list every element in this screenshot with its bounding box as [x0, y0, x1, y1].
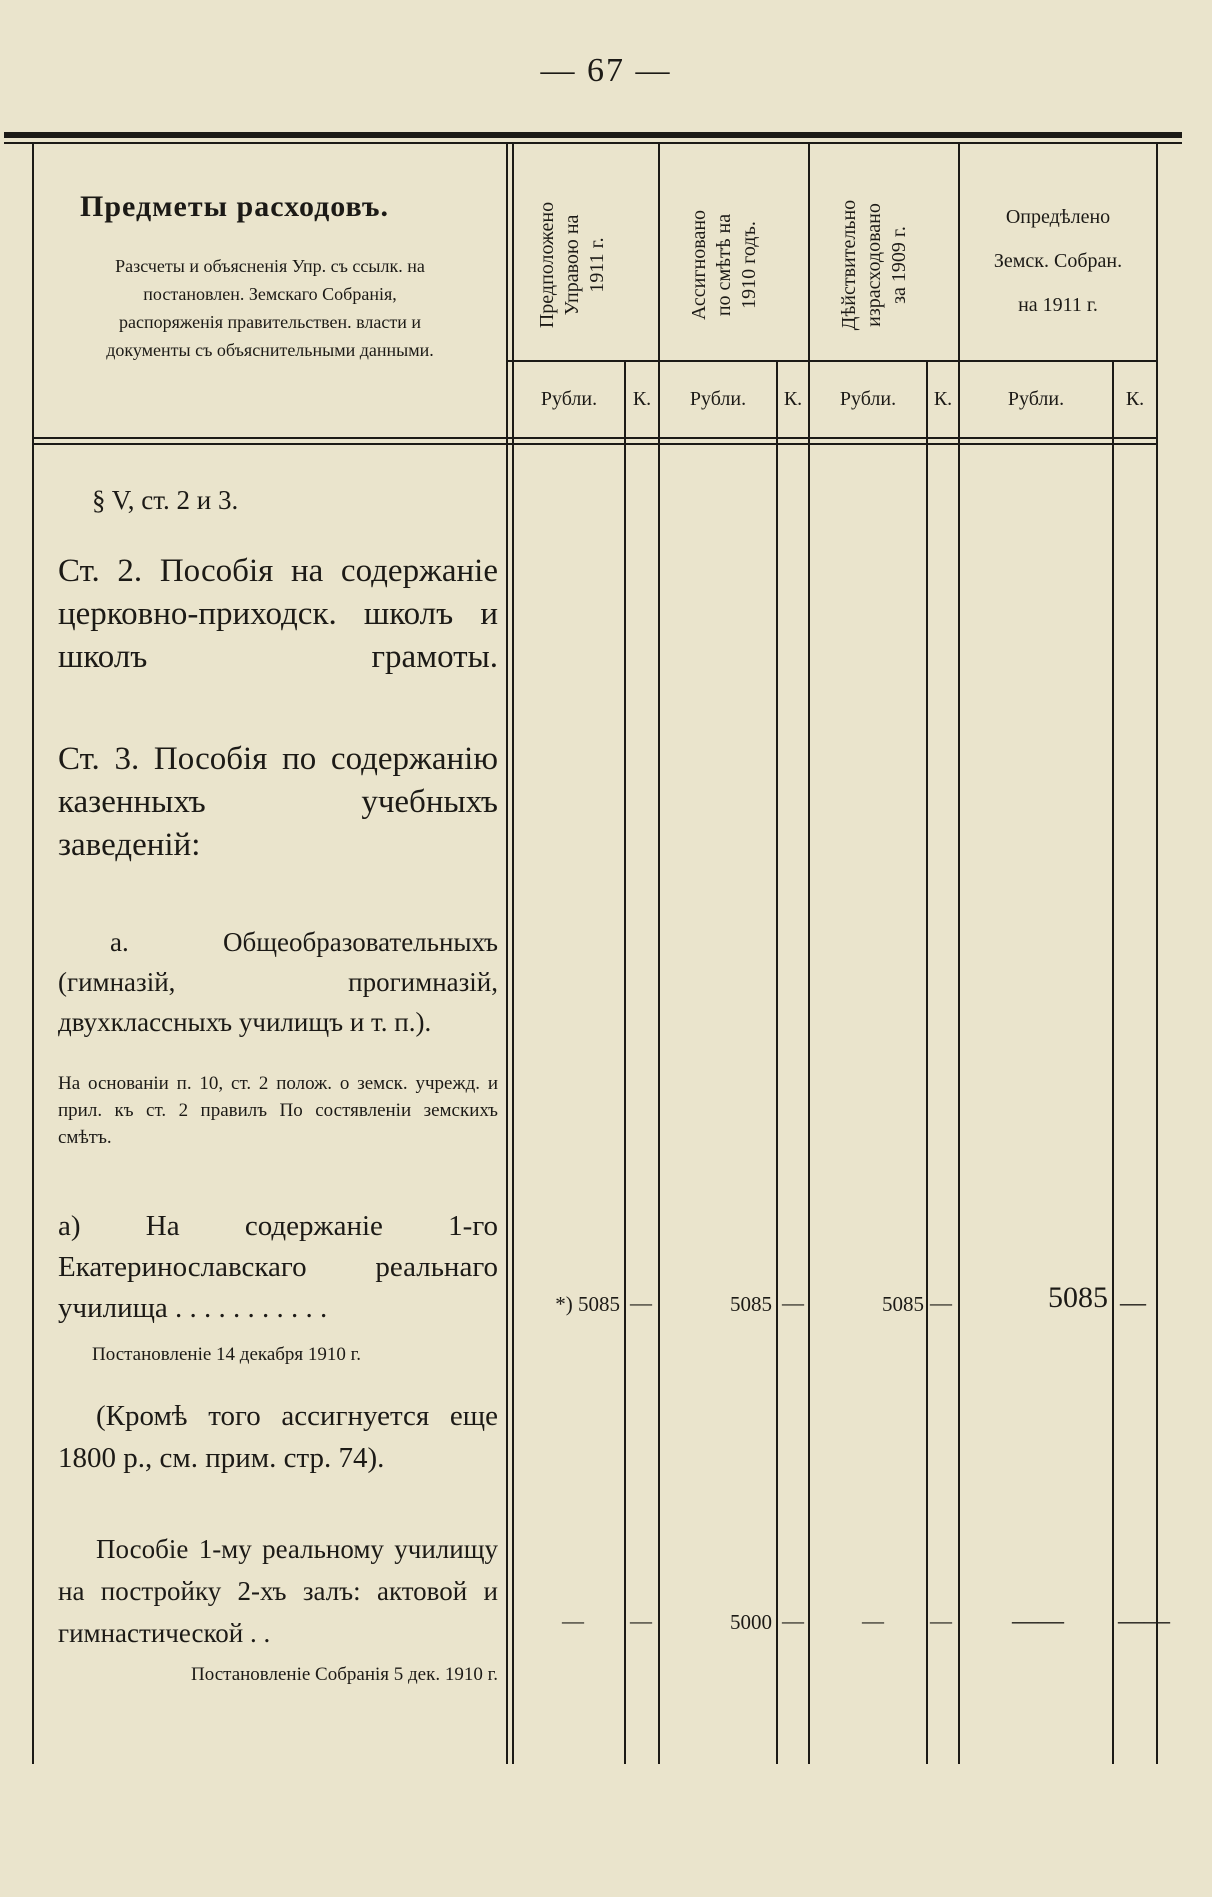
- kop-divider-4: [1112, 362, 1114, 1764]
- row2-col2-rubli: 5000: [730, 1610, 772, 1634]
- row1-text: а) На содержаніе 1-го Екатеринославскаго реальнаго училища . . . . . . . . . . .: [58, 1210, 498, 1324]
- col2-rubli: Рубли.: [689, 388, 747, 410]
- col1-rubli: Рубли.: [540, 388, 598, 410]
- kop-divider-3: [926, 362, 928, 1764]
- row2-col3-kop: —: [930, 1608, 952, 1633]
- col-divider-4: [958, 144, 960, 1764]
- row1-col2-kop: —: [782, 1290, 804, 1315]
- left-border: [32, 144, 34, 1764]
- col-divider-1b: [512, 144, 514, 1764]
- row2-col3-rubli: —: [862, 1608, 884, 1633]
- page-number: — 67 —: [540, 52, 672, 89]
- row1-col1-rubli: *) 5085: [555, 1292, 620, 1316]
- col3-rubli: Рубли.: [839, 388, 897, 410]
- row2-col4-kop: ——: [1118, 1606, 1170, 1635]
- header-bottom-rule-2: [34, 443, 1156, 445]
- header-title: Предметы расходовъ.: [80, 190, 389, 223]
- col2-kop: К.: [783, 388, 803, 410]
- col4-rubli: Рубли.: [1007, 388, 1065, 410]
- top-rule-thin: [4, 142, 1182, 144]
- legal-basis: На основаніи п. 10, ст. 2 полож. о земск. учрежд. и прил. къ ст. 2 правилъ По состявленіи земскихъ смѣтъ.: [58, 1073, 498, 1148]
- row1-col4-rubli: 5085: [1048, 1281, 1108, 1314]
- row2-ref: Постановленіе Собранія 5 дек. 1910 г.: [191, 1664, 498, 1685]
- col2-header: Ассигновано по смѣтѣ на 1910 годъ.: [688, 209, 760, 321]
- row1-col2-rubli: 5085: [730, 1292, 772, 1316]
- row1-ref: Постановленіе 14 декабря 1910 г.: [92, 1344, 362, 1365]
- row1-col4-kop: —: [1120, 1288, 1146, 1317]
- article-2: Ст. 2. Пособія на содержаніе церковно-приходск. школъ и школъ грамоты.: [58, 553, 498, 675]
- section-heading: § V, ст. 2 и 3.: [92, 485, 239, 515]
- row2-text: Пособіе 1-му реальному училищу на постройку 2-хъ залъ: актовой и гимнастической . .: [58, 1534, 498, 1648]
- row1-col3-kop: —: [930, 1290, 952, 1315]
- header-subtitle: Разсчеты и объясненія Упр. съ ссылк. на постановлен. Земскаго Собранія, распоряженія правительствен. власти и документы съ объяснительными данными.: [106, 256, 434, 360]
- top-rule: [4, 132, 1182, 138]
- item-a: а. Общеобразовательныхъ (гимназій, прогимназій, двухклассныхъ училищъ и т. п.).: [58, 927, 498, 1037]
- col-divider-3: [808, 144, 810, 1764]
- kop-divider-1: [624, 362, 626, 1764]
- col3-header: Дѣйствительно израсходовано за 1909 г.: [838, 199, 910, 331]
- col1-kop: К.: [632, 388, 652, 410]
- row1-col1-kop: —: [630, 1290, 652, 1315]
- col1-header: Предположено Управою на 1911 г.: [536, 201, 608, 329]
- header-bottom-rule: [34, 437, 1156, 439]
- row2-col1-rubli: —: [562, 1608, 584, 1633]
- right-border: [1156, 144, 1158, 1764]
- row2-col2-kop: —: [782, 1608, 804, 1633]
- unit-row-rule: [508, 360, 1156, 362]
- row1-note: (Кромѣ того ассигнуется еще 1800 р., см. прим. стр. 74).: [58, 1400, 498, 1474]
- row2-col1-kop: —: [630, 1608, 652, 1633]
- col-divider-1: [506, 144, 508, 1764]
- col4-header: Опредѣлено Земск. Собран. на 1911 г.: [993, 206, 1123, 316]
- col4-kop: К.: [1125, 388, 1145, 410]
- kop-divider-2: [776, 362, 778, 1764]
- article-3: Ст. 3. Пособія по содержанію казенныхъ учебныхъ заведеній:: [58, 741, 498, 863]
- col3-kop: К.: [933, 388, 953, 410]
- row2-col4-rubli: ——: [1012, 1606, 1064, 1635]
- col-divider-2: [658, 144, 660, 1764]
- row1-col3-rubli: 5085: [882, 1292, 924, 1316]
